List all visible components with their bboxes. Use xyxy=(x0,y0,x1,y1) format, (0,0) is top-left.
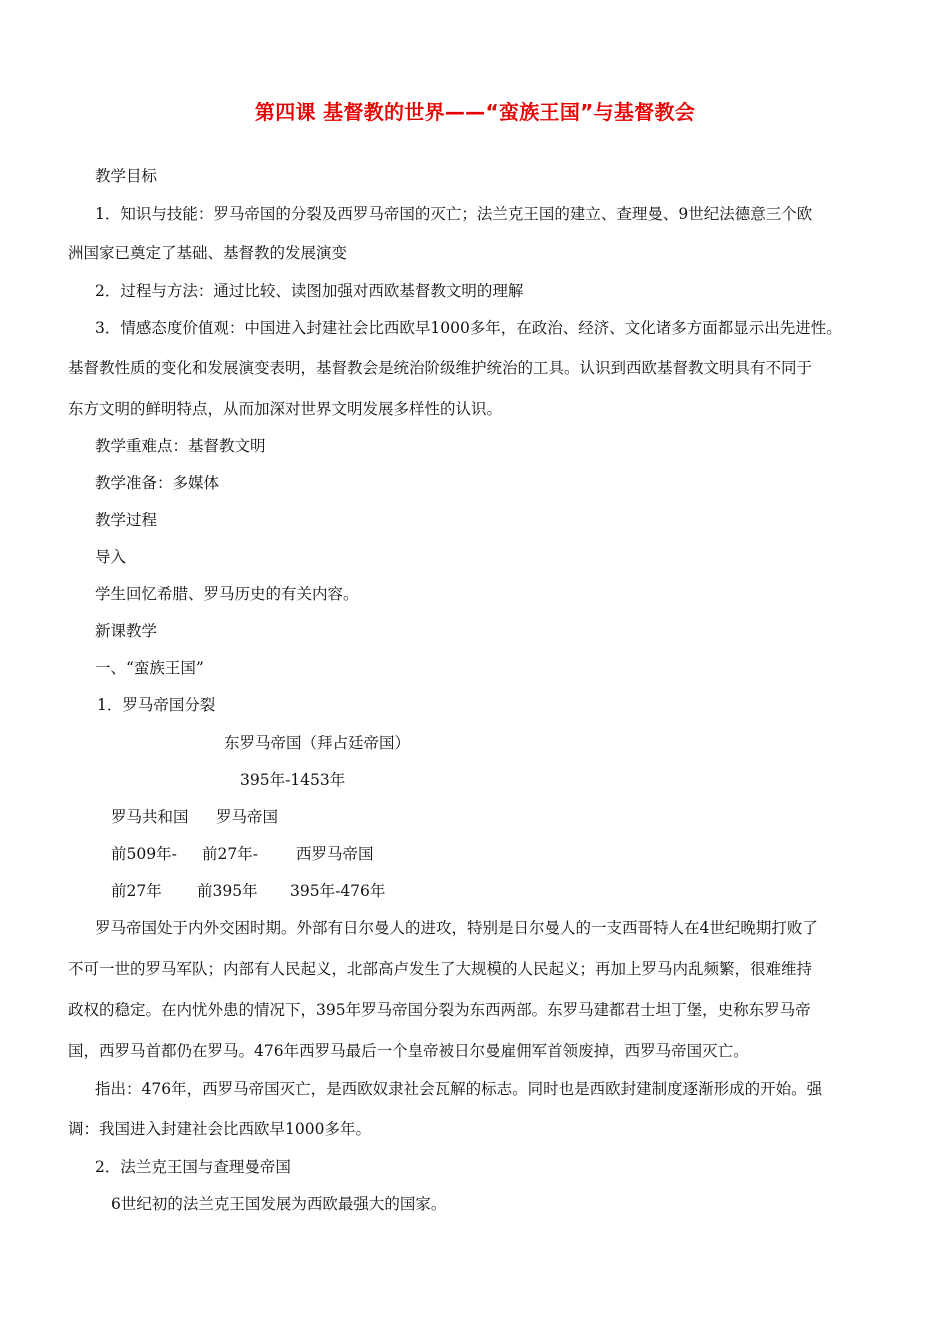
new-lesson-heading: 新课教学 xyxy=(95,622,158,640)
east-roman-empire-years: 395年-1453年 xyxy=(240,771,346,789)
paragraph-1-line-1: 罗马帝国处于内外交困时期。外部有日尔曼人的进攻，特别是日尔曼人的一支西哥特人在4世纪晚期打败了 xyxy=(95,919,818,937)
goals-heading: 教学目标 xyxy=(95,167,158,185)
intro-heading: 导入 xyxy=(95,548,127,566)
east-roman-empire-label: 东罗马帝国（拜占廷帝国） xyxy=(224,734,411,752)
roman-republic-end: 前27年 xyxy=(111,882,162,900)
goal-2: 2．过程与方法：通过比较、读图加强对西欧基督教文明的理解 xyxy=(95,282,524,300)
key-points: 教学重难点：基督教文明 xyxy=(95,437,266,455)
goal-1-line-1: 1．知识与技能：罗马帝国的分裂及西罗马帝国的灭亡；法兰克王国的建立、查理曼、9世纪法德意三个欧 xyxy=(95,205,813,223)
section-1-heading: 一、“蛮族王国” xyxy=(95,659,204,677)
roman-republic-label: 罗马共和国 xyxy=(111,808,189,826)
west-roman-empire-label: 西罗马帝国 xyxy=(296,845,374,863)
lesson-title: 第四课 基督教的世界——“蛮族王国”与基督教会 xyxy=(254,100,696,124)
preparation: 教学准备：多媒体 xyxy=(95,474,220,492)
roman-empire-label: 罗马帝国 xyxy=(216,808,279,826)
goal-3-line-3: 东方文明的鲜明特点，从而加深对世界文明发展多样性的认识。 xyxy=(68,400,503,418)
intro-text: 学生回忆希腊、罗马历史的有关内容。 xyxy=(95,585,359,603)
goal-3-line-2: 基督教性质的变化和发展演变表明，基督教会是统治阶级维护统治的工具。认识到西欧基督教文明具有不同于 xyxy=(68,359,813,377)
paragraph-1-line-3: 政权的稳定。在内忧外患的情况下，395年罗马帝国分裂为东西两部。东罗马建都君士坦丁堡，史称东罗马帝 xyxy=(68,1001,811,1019)
goal-3-line-1: 3．情感态度价值观：中国进入封建社会比西欧早1000多年，在政治、经济、文化诸多方面都显示出先进性。 xyxy=(95,319,842,337)
paragraph-2-line-2: 调：我国进入封建社会比西欧早1000多年。 xyxy=(68,1120,371,1138)
paragraph-1-line-2: 不可一世的罗马军队；内部有人民起义，北部高卢发生了大规模的人民起义；再加上罗马内乱频繁，很难维持 xyxy=(68,960,813,978)
roman-empire-end: 前395年 xyxy=(197,882,258,900)
roman-republic-start: 前509年- xyxy=(111,845,177,863)
paragraph-2-line-1: 指出：476年，西罗马帝国灭亡，是西欧奴隶社会瓦解的标志。同时也是西欧封建制度逐渐形成的开始。强 xyxy=(95,1080,823,1098)
subsection-1-heading: 1．罗马帝国分裂 xyxy=(97,696,216,714)
process-heading: 教学过程 xyxy=(95,511,158,529)
paragraph-1-line-4: 国，西罗马首都仍在罗马。476年西罗马最后一个皇帝被日尔曼雇佣军首领废掉，西罗马帝国灭亡。 xyxy=(68,1042,749,1060)
goal-1-line-2: 洲国家已奠定了基础、基督教的发展演变 xyxy=(68,244,348,262)
roman-empire-start: 前27年- xyxy=(202,845,258,863)
subsection-2-text: 6世纪初的法兰克王国发展为西欧最强大的国家。 xyxy=(111,1195,447,1213)
subsection-2-heading: 2．法兰克王国与查理曼帝国 xyxy=(95,1158,291,1176)
west-roman-empire-years: 395年-476年 xyxy=(290,882,386,900)
